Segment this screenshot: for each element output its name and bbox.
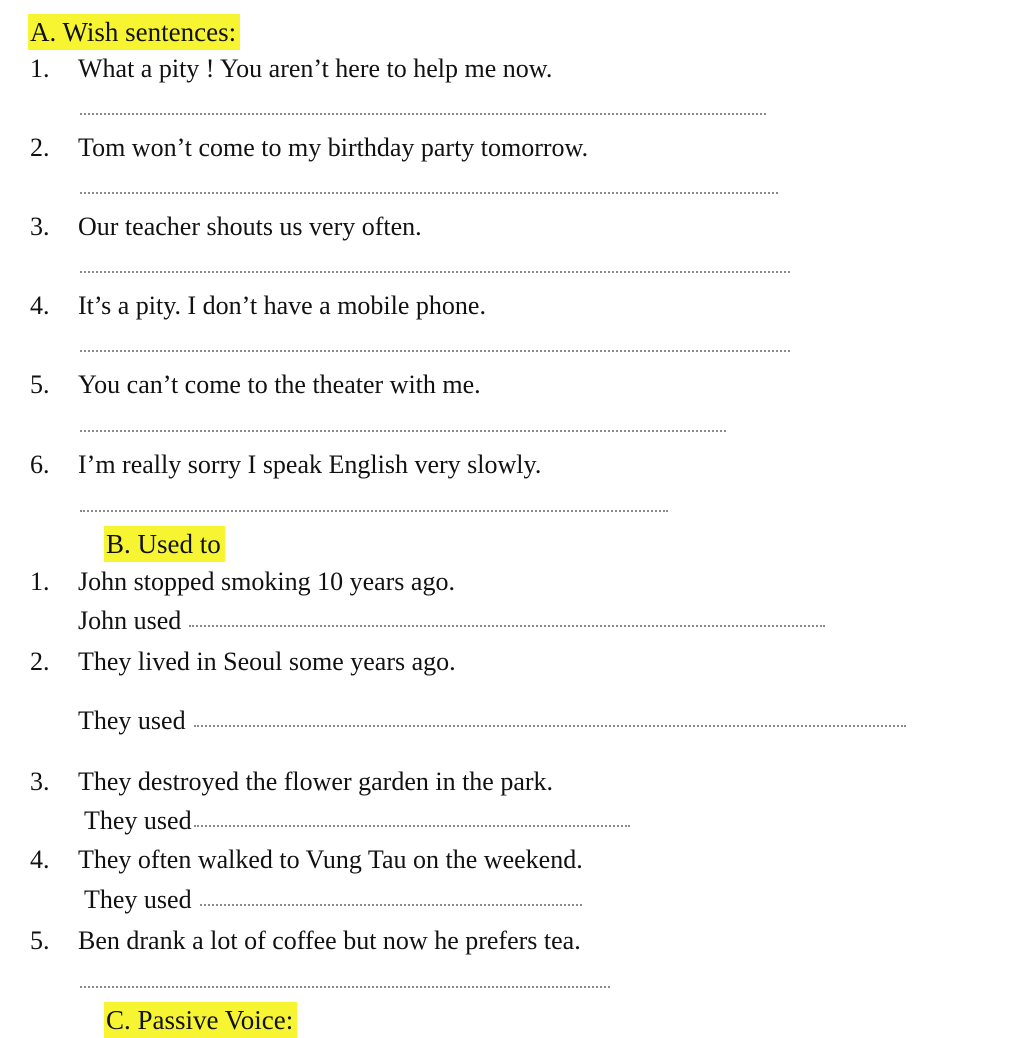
item-text: They often walked to Vung Tau on the weekend.: [78, 845, 583, 874]
item-text: It’s a pity. I don’t have a mobile phone.: [78, 291, 486, 320]
answer-line[interactable]: [80, 192, 778, 194]
answer-line[interactable]: [80, 350, 790, 352]
answer-line[interactable]: [80, 271, 790, 273]
item-number: 2.: [30, 133, 50, 162]
item-text: Ben drank a lot of coffee but now he prefers tea.: [78, 926, 581, 955]
section-a-heading: A. Wish sentences:: [28, 14, 240, 50]
item-number: 3.: [30, 767, 50, 796]
item-text: They destroyed the flower garden in the park.: [78, 767, 554, 796]
item-number: 5.: [30, 370, 50, 399]
item-number: 3.: [30, 212, 50, 241]
item-text: Tom won’t come to my birthday party tomorrow.: [78, 133, 589, 162]
answer-row: [78, 704, 906, 738]
item-text: Our teacher shouts us very often.: [78, 212, 422, 241]
item-text: What a pity ! You aren’t here to help me now.: [78, 54, 553, 83]
section-b-heading: B. Used to: [104, 526, 225, 562]
answer-line[interactable]: [80, 113, 766, 115]
item-number: 4.: [30, 291, 50, 320]
item-text: I’m really sorry I speak English very slowly.: [78, 450, 542, 479]
answer-line[interactable]: [80, 430, 726, 432]
answer-row: [84, 804, 630, 838]
item-text: John stopped smoking 10 years ago.: [78, 567, 455, 596]
answer-line[interactable]: [200, 904, 582, 906]
answer-row: [84, 883, 582, 917]
item-text: You can’t come to the theater with me.: [78, 370, 481, 399]
answer-prompt: John used: [78, 606, 182, 635]
answer-prompt: They used: [84, 806, 192, 835]
answer-line[interactable]: [194, 725, 906, 727]
item-number: 5.: [30, 926, 50, 955]
section-c-heading: C. Passive Voice:: [104, 1002, 297, 1038]
item-number: 1.: [30, 54, 50, 83]
answer-line[interactable]: [80, 986, 610, 988]
answer-row: [78, 604, 825, 638]
item-number: 1.: [30, 567, 50, 596]
answer-line[interactable]: [80, 510, 668, 512]
answer-line[interactable]: [194, 825, 630, 827]
answer-prompt: They used: [78, 706, 186, 735]
answer-prompt: They used: [84, 885, 192, 914]
item-number: 6.: [30, 450, 50, 479]
answer-line[interactable]: [189, 625, 825, 627]
item-text: They lived in Seoul some years ago.: [78, 647, 456, 676]
item-number: 4.: [30, 845, 50, 874]
item-number: 2.: [30, 647, 50, 676]
